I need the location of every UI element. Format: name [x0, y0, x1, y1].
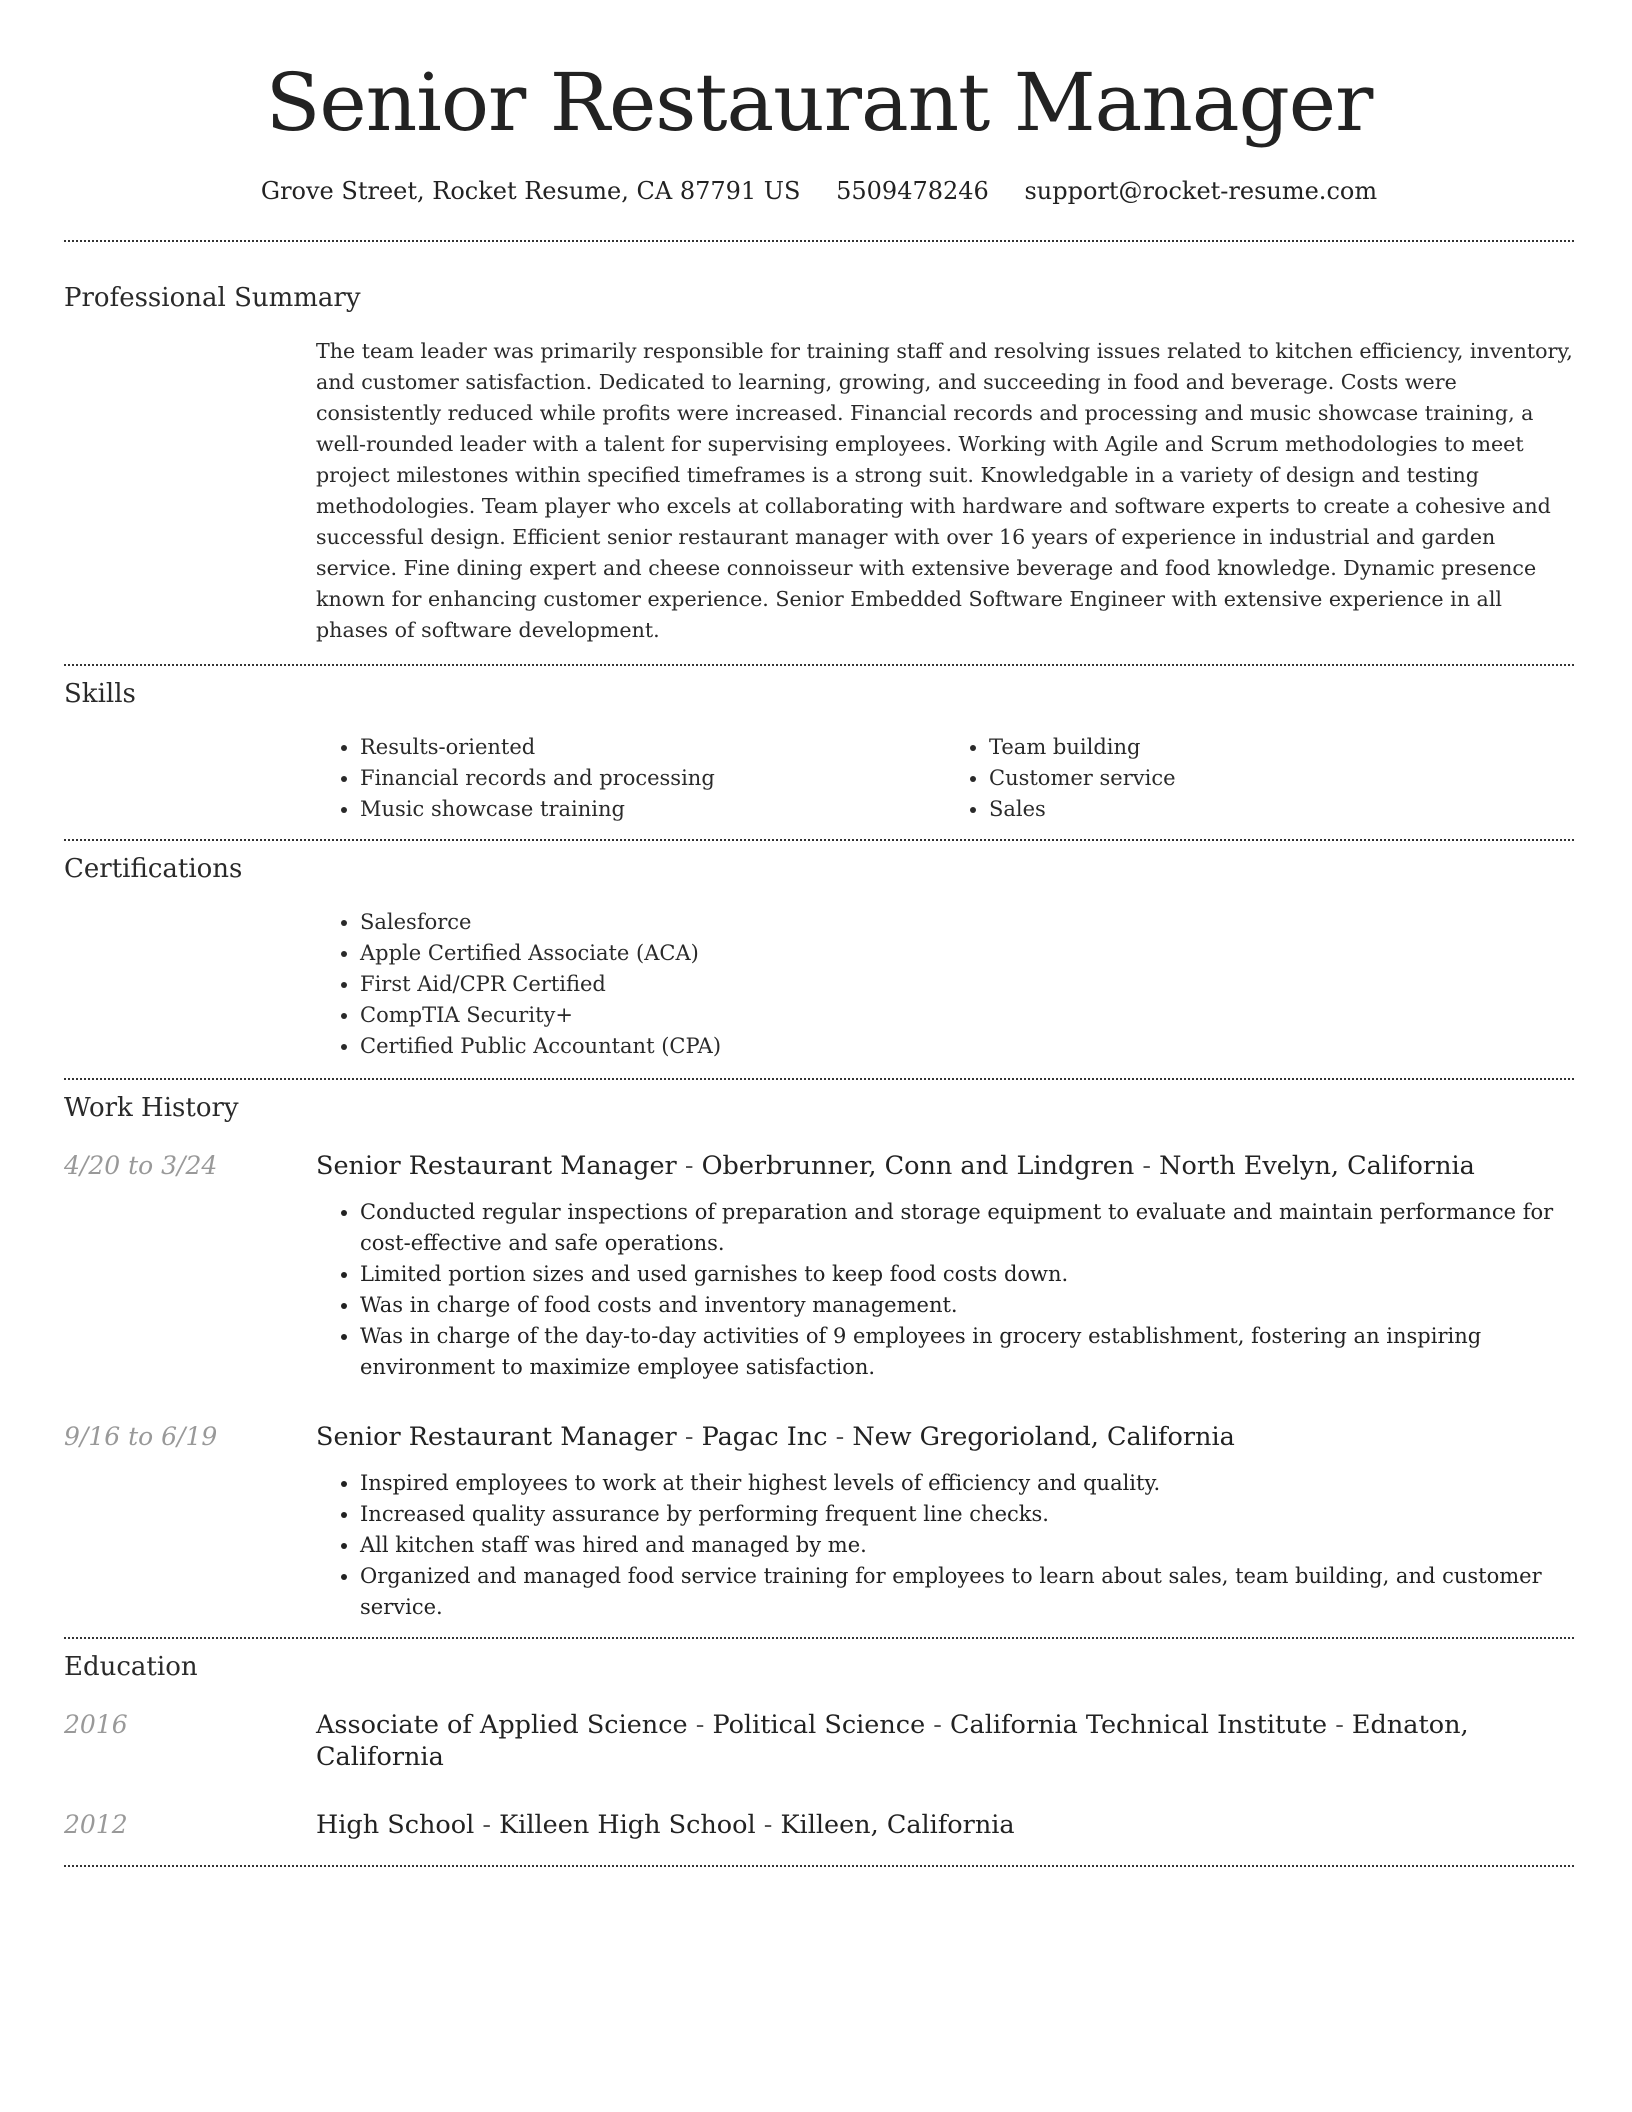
divider [64, 1637, 1574, 1639]
education-field: Political Science [712, 1710, 926, 1740]
skills-list-left [316, 732, 945, 825]
education-year: 2012 [64, 1810, 128, 1839]
education-location: Killeen, California [780, 1810, 1015, 1840]
job-location: North Evelyn, California [1159, 1151, 1475, 1181]
work-entry [64, 1421, 1574, 1623]
list-item: • Was in charge of the day-to-day activities of 9 employees in grocery establishment, fostering an inspiring environment to maximize employee satisfaction. [360, 1321, 1574, 1383]
contact-line [64, 176, 1574, 206]
work-dates: 4/20 to 3/24 [64, 1151, 218, 1180]
summary-text: The team leader was primarily responsible for training staff and resolving issues related to kitchen efficiency, inventory, and customer satisfaction. Dedicated to learning, growing, and succeeding in food and beverage. Costs were consistently reduced while profits were increased. Financial records and processing and music showcase training, a well-rounded leader with a talent for supervising employees. Working with Agile and Scrum methodologies to meet project milestones within specified timeframes is a strong suit. Knowledgable in a variety of design and testing methodologies. Team player who excels at collaborating with hardware and software experts to create a cohesive and successful design. Efficient senior restaurant manager with over 16 years of experience in industrial and garden service. Fine dining expert and cheese connoisseur with extensive beverage and food knowledge. Dynamic presence known for enhancing customer experience. Senior Embedded Software Engineer with extensive experience in all phases of software development. [316, 339, 1573, 642]
list-item: • Increased quality assurance by performing frequent line checks. [360, 1499, 1574, 1530]
job-company: Pagac Inc [701, 1422, 828, 1452]
list-item: • Conducted regular inspections of preparation and storage equipment to evaluate and maintain performance for cost-effective and safe operations. [360, 1197, 1574, 1259]
list-item: • Inspired employees to work at their highest levels of efficiency and quality. [360, 1468, 1574, 1499]
list-item: • Apple Certified Associate (ACA) [360, 938, 1574, 969]
section-title-work: Work History [64, 1093, 239, 1123]
section-title-education: Education [64, 1652, 198, 1682]
list-item: • All kitchen staff was hired and managed by me. [360, 1530, 1574, 1561]
section-title-summary: Professional Summary [64, 283, 361, 313]
list-item: • First Aid/CPR Certified [360, 969, 1574, 1000]
job-role: Senior Restaurant Manager [316, 1422, 677, 1452]
skills-section [64, 678, 1574, 825]
list-item: • Team building [989, 732, 1574, 763]
education-year: 2016 [64, 1710, 128, 1739]
list-item: • Customer service [989, 763, 1574, 794]
education-degree: High School [316, 1810, 475, 1840]
education-location: Ednaton, California [316, 1710, 1469, 1772]
education-heading: High School - Killeen High School - Killeen, California [316, 1810, 1015, 1840]
education-degree: Associate of Applied Science [316, 1710, 688, 1740]
certifications-section [64, 853, 1574, 1062]
divider [64, 839, 1574, 841]
divider [64, 664, 1574, 666]
work-heading: Senior Restaurant Manager - Pagac Inc - New Gregorioland, California [316, 1422, 1235, 1452]
job-bullets [316, 1468, 1574, 1623]
work-section [64, 1092, 1574, 1623]
resume-name: Senior Restaurant Manager [265, 56, 1373, 149]
list-item: • Results-oriented [360, 732, 945, 763]
divider [64, 1865, 1574, 1867]
certifications-list [316, 907, 1574, 1062]
education-entry [64, 1809, 1574, 1841]
education-section [64, 1651, 1574, 1841]
work-entry [64, 1150, 1574, 1383]
divider [64, 240, 1574, 242]
list-item: • Sales [989, 794, 1574, 825]
job-bullets [316, 1197, 1574, 1383]
list-item: • Was in charge of food costs and inventory management. [360, 1290, 1574, 1321]
list-item: • Music showcase training [360, 794, 945, 825]
job-company: Oberbrunner, Conn and Lindgren [701, 1151, 1135, 1181]
contact-phone: 5509478246 [836, 177, 989, 205]
job-role: Senior Restaurant Manager [316, 1151, 677, 1181]
education-heading: Associate of Applied Science - Political Science - California Technical Institute - Ednaton, California [316, 1710, 1469, 1772]
list-item: • Certified Public Accountant (CPA) [360, 1031, 1574, 1062]
work-dates: 9/16 to 6/19 [64, 1422, 218, 1451]
summary-section [64, 282, 1574, 646]
skills-list-right [945, 732, 1574, 825]
contact-address: Grove Street, Rocket Resume, CA 87791 US [260, 177, 801, 205]
section-title-skills: Skills [64, 679, 136, 709]
list-item: • Salesforce [360, 907, 1574, 938]
education-entry [64, 1709, 1574, 1773]
education-school: Killeen High School [499, 1810, 756, 1840]
contact-email: support@rocket-resume.com [1024, 177, 1378, 205]
list-item: • Financial records and processing [360, 763, 945, 794]
section-title-certifications: Certifications [64, 854, 243, 884]
work-heading: Senior Restaurant Manager - Oberbrunner, Conn and Lindgren - North Evelyn, California [316, 1151, 1475, 1181]
education-school: California Technical Institute [950, 1710, 1328, 1740]
divider [64, 1078, 1574, 1080]
job-location: New Gregorioland, California [852, 1422, 1235, 1452]
list-item: • CompTIA Security+ [360, 1000, 1574, 1031]
resume-page [64, 0, 1574, 1867]
list-item: • Organized and managed food service training for employees to learn about sales, team building, and customer service. [360, 1561, 1574, 1623]
list-item: • Limited portion sizes and used garnishes to keep food costs down. [360, 1259, 1574, 1290]
